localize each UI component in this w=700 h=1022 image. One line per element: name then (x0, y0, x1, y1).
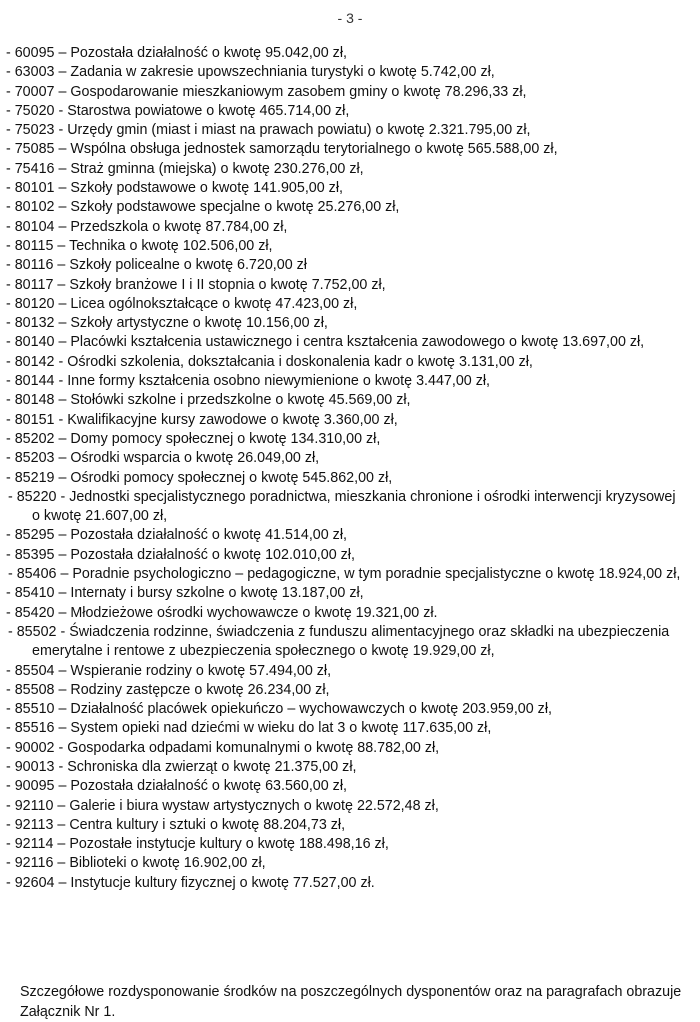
list-item: - 92113 – Centra kultury i sztuki o kwotę 88.204,73 zł, (6, 816, 346, 833)
list-item: - 80115 – Technika o kwotę 102.506,00 zł, (6, 237, 273, 254)
list-item: - 85202 – Domy pomocy społecznej o kwotę 134.310,00 zł, (6, 430, 381, 447)
page-number: - 3 - (337, 10, 363, 26)
list-item: - 60095 – Pozostała działalność o kwotę 95.042,00 zł, (6, 45, 347, 61)
list-item: - 80142 - Ośrodki szkolenia, dokształcania i doskonalenia kadr o kwotę 3.131,00 zł, (6, 353, 533, 370)
list-item: - 85295 – Pozostała działalność o kwotę 41.514,00 zł, (6, 527, 347, 544)
list-item: - 75085 – Wspólna obsługa jednostek samorządu terytorialnego o kwotę 565.588,00 zł, (6, 141, 558, 158)
list-item: - 85410 – Internaty i bursy szkolne o kwotę 13.187,00 zł, (6, 585, 364, 602)
list-item: - 85395 – Pozostała działalność o kwotę 102.010,00 zł, (6, 546, 355, 563)
list-item: - 75416 – Straż gminna (miejska) o kwotę 230.276,00 zł, (6, 160, 364, 177)
list-item: - 80148 – Stołówki szkolne i przedszkolne o kwotę 45.569,00 zł, (6, 392, 411, 409)
allocation-list (6, 44, 684, 893)
list-item: - 75020 - Starostwa powiatowe o kwotę 465.714,00 zł, (6, 102, 350, 119)
list-item: - 80104 – Przedszkola o kwotę 87.784,00 zł, (6, 218, 288, 235)
list-item: - 80116 – Szkoły policealne o kwotę 6.720,00 zł (6, 257, 307, 274)
list-item: - 85504 – Wspieranie rodziny o kwotę 57.494,00 zł, (6, 662, 332, 679)
list-item: - 75023 - Urzędy gmin (miast i miast na prawach powiatu) o kwotę 2.321.795,00 zł, (6, 122, 531, 139)
list-item: - 85220 - Jednostki specjalistycznego poradnictwa, mieszkania chronione i ośrodki interwencji kryzysowej o kwotę 21.607,00 zł, (8, 488, 676, 525)
list-item: - 85406 – Poradnie psychologiczno – pedagogiczne, w tym poradnie specjalistyczne o kwotę 18.924,00 zł, (8, 566, 681, 583)
list-item: - 80140 – Placówki kształcenia ustawicznego i centra kształcenia zawodowego o kwotę 13.697,00 zł, (6, 334, 645, 351)
list-item: - 80120 – Licea ogólnokształcące o kwotę 47.423,00 zł, (6, 295, 358, 312)
list-item: - 90002 - Gospodarka odpadami komunalnymi o kwotę 88.782,00 zł, (6, 739, 440, 756)
list-item: - 85516 – System opieki nad dziećmi w wieku do lat 3 o kwotę 117.635,00 zł, (6, 720, 492, 737)
list-item: - 85219 – Ośrodki pomocy społecznej o kwotę 545.862,00 zł, (6, 469, 393, 486)
list-item: - 80102 – Szkoły podstawowe specjalne o kwotę 25.276,00 zł, (6, 199, 400, 216)
list-item: - 85508 – Rodziny zastępcze o kwotę 26.234,00 zł, (6, 681, 330, 698)
list-item: - 92604 – Instytucje kultury fizycznej o kwotę 77.527,00 zł. (6, 874, 375, 891)
list-item: - 85203 – Ośrodki wsparcia o kwotę 26.049,00 zł, (6, 450, 320, 467)
list-item: - 80117 – Szkoły branżowe I i II stopnia o kwotę 7.752,00 zł, (6, 276, 386, 293)
list-item: - 63003 – Zadania w zakresie upowszechniania turystyki o kwotę 5.742,00 zł, (6, 64, 495, 81)
list-item: - 80144 - Inne formy kształcenia osobno niewymienione o kwotę 3.447,00 zł, (6, 373, 490, 390)
list-item: - 85510 – Działalność placówek opiekuńczo – wychowawczych o kwotę 203.959,00 zł, (6, 701, 552, 718)
list-item: - 80101 – Szkoły podstawowe o kwotę 141.905,00 zł, (6, 180, 343, 197)
list-item: - 70007 – Gospodarowanie mieszkaniowym zasobem gminy o kwotę 78.296,33 zł, (6, 83, 527, 100)
list-item: - 85502 - Świadczenia rodzinne, świadczenia z funduszu alimentacyjnego oraz składki na ubezpieczenia emerytalne i rentowe z ubezpieczenia społecznego o kwotę 19.929,00 zł, (8, 623, 670, 660)
list-item: - 80151 - Kwalifikacyjne kursy zawodowe o kwotę 3.360,00 zł, (6, 411, 398, 428)
list-item: - 85420 – Młodzieżowe ośrodki wychowawcze o kwotę 19.321,00 zł. (6, 604, 438, 621)
list-item: - 90013 - Schroniska dla zwierząt o kwotę 21.375,00 zł, (6, 758, 357, 775)
list-item: - 90095 – Pozostała działalność o kwotę 63.560,00 zł, (6, 778, 347, 795)
summary-paragraph: Szczegółowe rozdysponowanie środków na poszczególnych dysponentów oraz na paragrafach obrazuje Załącznik Nr 1. (20, 984, 682, 1021)
list-item: - 92116 – Biblioteki o kwotę 16.902,00 zł, (6, 855, 266, 872)
list-item: - 92114 – Pozostałe instytucje kultury o kwotę 188.498,16 zł, (6, 836, 389, 853)
list-item: - 80132 – Szkoły artystyczne o kwotę 10.156,00 zł, (6, 315, 328, 332)
list-item: - 92110 – Galerie i biura wystaw artystycznych o kwotę 22.572,48 zł, (6, 797, 439, 814)
